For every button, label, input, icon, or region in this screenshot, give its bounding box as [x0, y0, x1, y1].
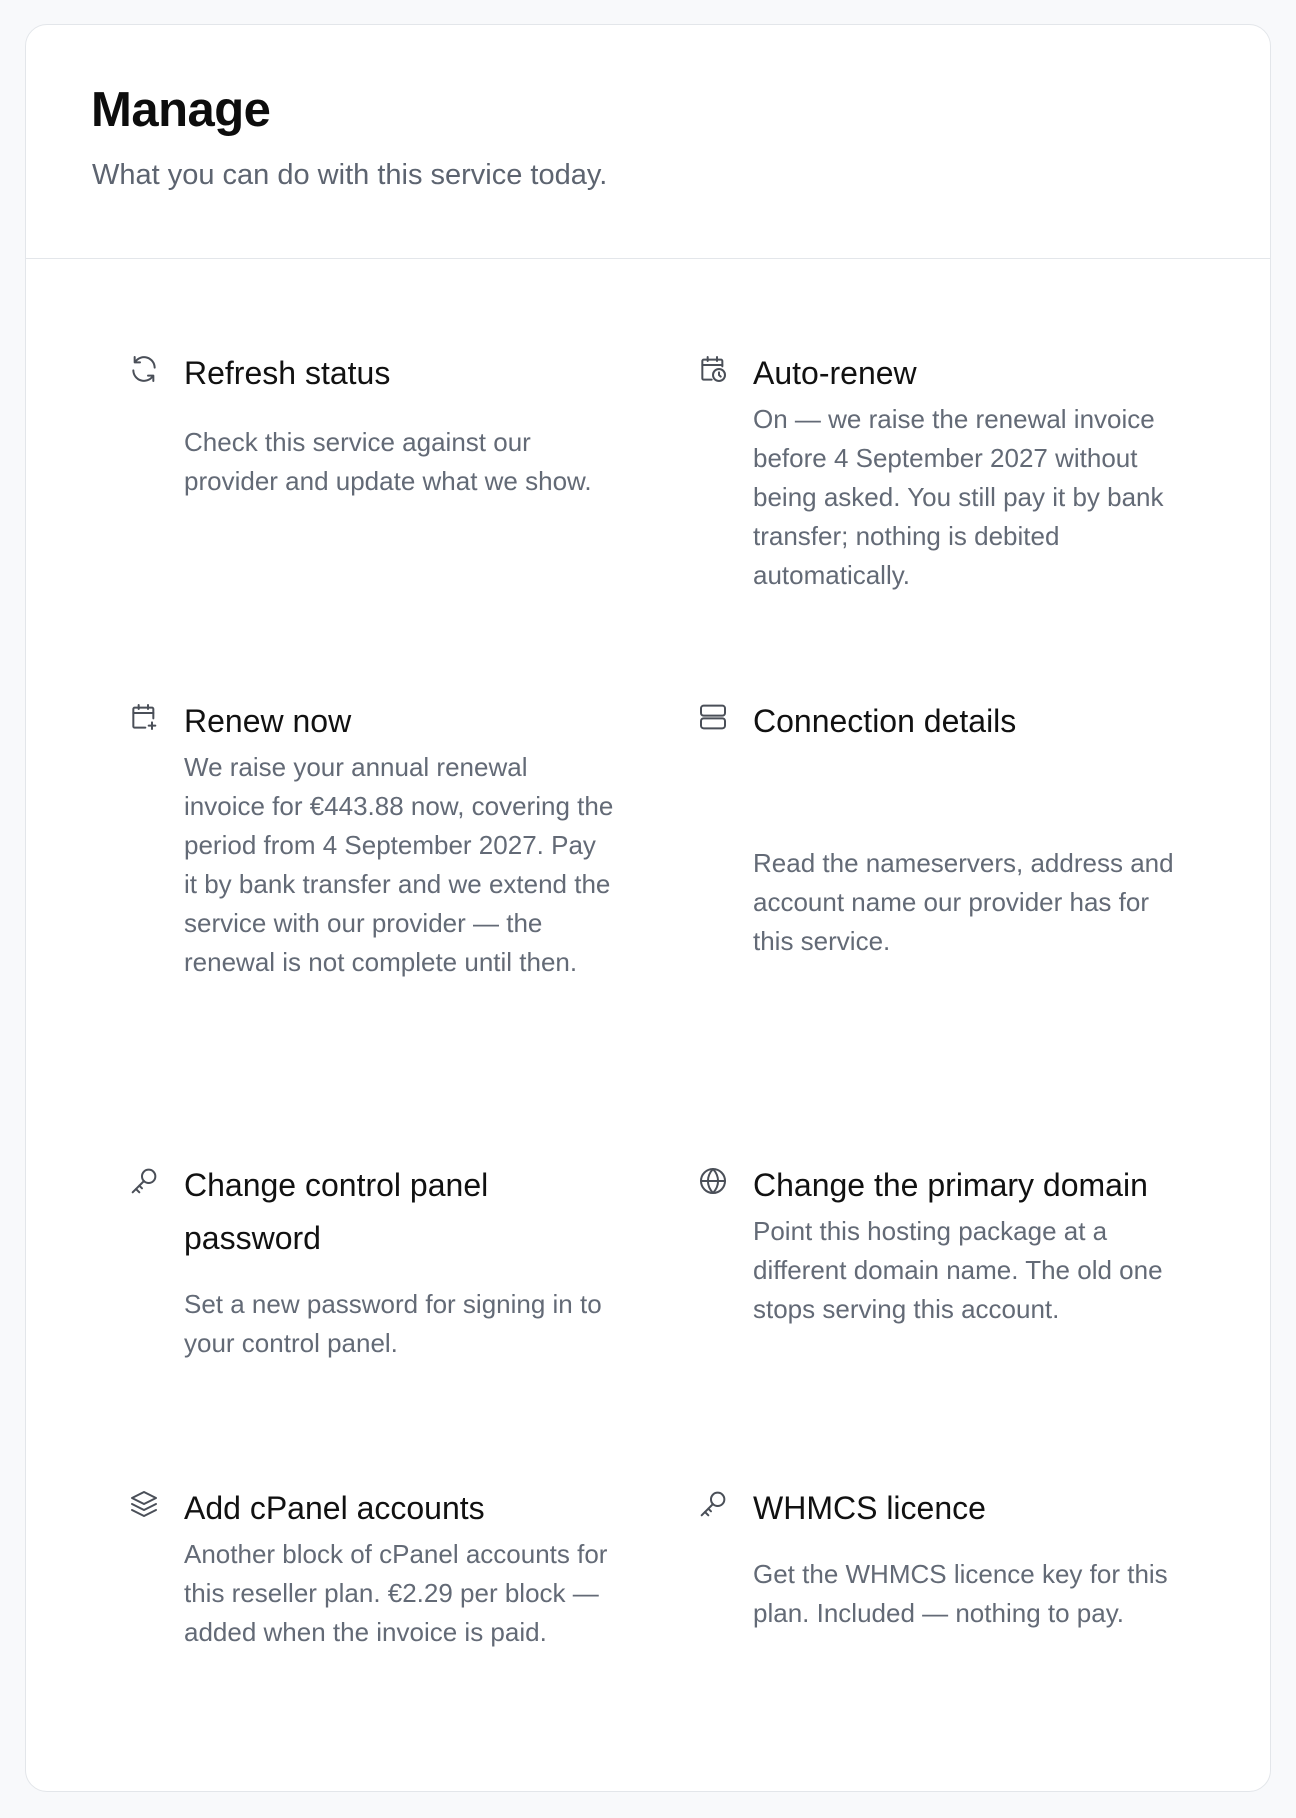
server-icon [697, 701, 729, 733]
action-whmcs-licence[interactable] [753, 1482, 1183, 1633]
section-title: Manage [91, 83, 271, 137]
action-title: Change the primary domain [753, 1167, 1148, 1203]
action-title: Add cPanel accounts [184, 1490, 485, 1526]
refresh-icon [128, 353, 160, 385]
action-description: We raise your annual renewal invoice for €443.88 now, covering the period from 4 September 2027. Pay it by bank transfer and we extend the service with our provider — the renewal is not complete until then. [184, 752, 614, 977]
action-title: Connection details [753, 703, 1017, 739]
key-icon [128, 1165, 160, 1197]
action-title: Change control panel password [184, 1167, 489, 1256]
action-description: Point this hosting package at a different domain name. The old one stops serving this account. [753, 1216, 1163, 1324]
action-description: Another block of cPanel accounts for this reseller plan. €2.29 per block — added when the invoice is paid. [184, 1539, 608, 1647]
manage-card [25, 24, 1271, 1792]
key-icon [697, 1488, 729, 1520]
action-description: Check this service against our provider and update what we show. [184, 427, 592, 496]
action-auto-renew[interactable] [753, 347, 1183, 595]
action-title: Refresh status [184, 355, 391, 391]
action-add-cpanel-accounts[interactable] [184, 1482, 614, 1652]
calendar-plus-icon [128, 701, 160, 733]
action-description: Get the WHMCS licence key for this plan. Included — nothing to pay. [753, 1559, 1168, 1628]
action-connection-details[interactable] [753, 695, 1183, 961]
action-renew-now[interactable] [184, 695, 614, 982]
action-refresh-status[interactable] [184, 347, 614, 501]
action-description: Read the nameservers, address and account name our provider has for this service. [753, 848, 1174, 956]
action-title: Renew now [184, 703, 352, 739]
action-change-primary-domain[interactable] [753, 1159, 1183, 1329]
layers-icon [128, 1488, 160, 1520]
action-description: Set a new password for signing in to your control panel. [184, 1289, 602, 1358]
action-description: On — we raise the renewal invoice before 4 September 2027 without being asked. You still pay it by bank transfer; nothing is debited automatically. [753, 404, 1164, 590]
action-title: WHMCS licence [753, 1490, 986, 1526]
action-title: Auto-renew [753, 355, 917, 391]
globe-icon [697, 1165, 729, 1197]
action-change-password[interactable] [184, 1159, 614, 1363]
section-subtitle: What you can do with this service today. [92, 159, 608, 191]
calendar-clock-icon [697, 353, 729, 385]
card-header [26, 25, 1270, 259]
